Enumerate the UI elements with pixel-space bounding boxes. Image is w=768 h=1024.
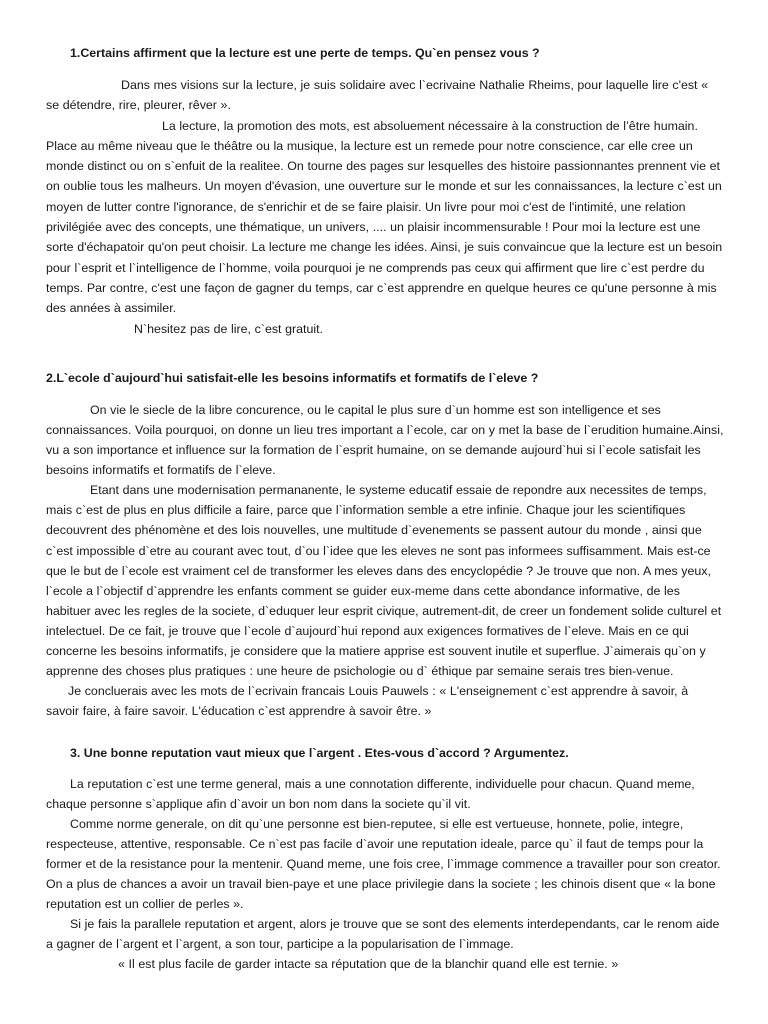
- section-3: [46, 744, 724, 974]
- question-heading: 1.Certains affirment que la lecture est une perte de temps. Qu`en pensez vous ?: [70, 46, 540, 60]
- paragraph: Comme norme generale, on dit qu`une personne est bien-reputee, si elle est vertueuse, honnete, polie, integre, respecteuse, attentive, responsable. Ce n`est pas facile d`avoir une reputation ideale, parce qu` il faut de temps pour la former et de la resistance pour la mentenir. Quand meme, une fois cree, l`immage commence a travailler pour son creator. On a plus de chances a avoir un travail bien-paye et une place privilegie dans la societe ; les chinois disent que « la bone reputation est un collier de perles ».: [46, 817, 721, 912]
- paragraph: La lecture, la promotion des mots, est absoluement nécessaire à la construction de l’être humain. Place au même niveau que le théâtre ou la musique, la lecture est un remede pour notre conscience, car elle cree un monde distinct ou on s`enfuit de la realitee. On tourne des pages sur lesquelles des histoire passionnantes prennent vie et on oublie tous les malheurs. Un moyen d'évasion, une ouverture sur le monde et sur les connaissances, la lecture c`est un moyen de lutter contre l'ignorance, de s'enrichir et de se faire plaisir. Un livre pour moi c'est de l'intimité, une relation privilégiée avec des concepts, une thématique, un univers, .... un plaisir incommensurable ! Pour moi la lecture est une sorte d'échapatoir qu'on peut choisir. La lecture me change les idées. Ainsi, je suis convaincue que la lecture est un besoin pour l`esprit et l`intelligence de l`homme, voila pourquoi je ne comprends pas ceux qui affirment que lire c`est perdre du temps. Par contre, c'est une façon de gagner du temps, car c`est apprendre en quelque heures ce qu'une personne à mis des années à assimiler.: [46, 118, 723, 316]
- paragraph: Je concluerais avec les mots de l`ecrivain francais Louis Pauwels : « L'enseignement c`est apprendre à savoir, à savoir faire, à faire savoir. L'éducation c`est apprendre à savoir être. »: [46, 684, 689, 719]
- question-heading: 2.L`ecole d`aujourd`hui satisfait-elle les besoins informatifs et formatifs de l`eleve ?: [46, 370, 539, 385]
- section-1: [46, 44, 724, 339]
- section-2: [46, 369, 724, 722]
- paragraph: « Il est plus facile de garder intacte sa réputation que de la blanchir quand elle est ternie. »: [118, 957, 619, 972]
- paragraph: N`hesitez pas de lire, c`est gratuit.: [134, 321, 324, 336]
- paragraph: On vie le siecle de la libre concurence, ou le capital le plus sure d`un homme est son intelligence et ses connaissances. Voila pourquoi, on donne un lieu tres important a l`ecole, car on y met la base de l`erudition humaine.Ainsi, vu a son importance et influence sur la formation de l`esprit humaine, on se demande aujourd`hui si l`ecole satisfait les besoins informatifs et formatifs de l`eleve.: [46, 402, 724, 478]
- paragraph: La reputation c`est une terme general, mais a une connotation differente, individuelle pour chacun. Quand meme, chaque personne s`applique afin d`avoir un bon nom dans la societe qu`il vit.: [46, 777, 695, 812]
- paragraph: Si je fais la parallele reputation et argent, alors je trouve que se sont des elements interdependants, car le renom aide a gagner de l`argent et l`argent, a son tour, participe a la popularisation de l`immage.: [46, 917, 720, 952]
- paragraph: Dans mes visions sur la lecture, je suis solidaire avec l`ecrivaine Nathalie Rheims, pour laquelle lire c'est « se détendre, rire, pleurer, rêver ».: [46, 78, 709, 113]
- paragraph: Etant dans une modernisation permananente, le systeme educatif essaie de repondre aux necessites de temps, mais c`est de plus en plus difficile a faire, parce que l`information semble a etre infinie. Chaque jour les scientifiques decouvrent des phénomène et des lois nouvelles, une multitude d`evenements se passent autour du monde , ainsi que c`est impossible d`etre au courant avec tout, d`ou l`idee que les eleves ne sont pas informees suffisamment. Mais est-ce que le but de l`ecole est vraiment cel de transformer les eleves dans des encyclopédie ? Je trouve que non. A mes yeux, l`ecole a l`objectif d`apprendre les enfants comment se guider eux-meme dans cette abondance informative, de les habituer avec les regles de la societe, d`eduquer leur esprit civique, autrement-dit, de creer un fondement solide culturel et intelectuel. De ce fait, je trouve que l`ecole d`aujourd`hui repond aux exigences formatives de l`eleve. Mais en ce qui concerne les besoins informatifs, je considere que la matiere apprise est souvent inutile et superflue. J`aimerais qu`on y apprenne des choses plus pratiques : une heure de psichologie ou d` éthique par semaine serais tres bien-venue.: [46, 483, 722, 679]
- question-heading: 3. Une bonne reputation vaut mieux que l`argent . Etes-vous d`accord ? Argumentez.: [70, 746, 569, 761]
